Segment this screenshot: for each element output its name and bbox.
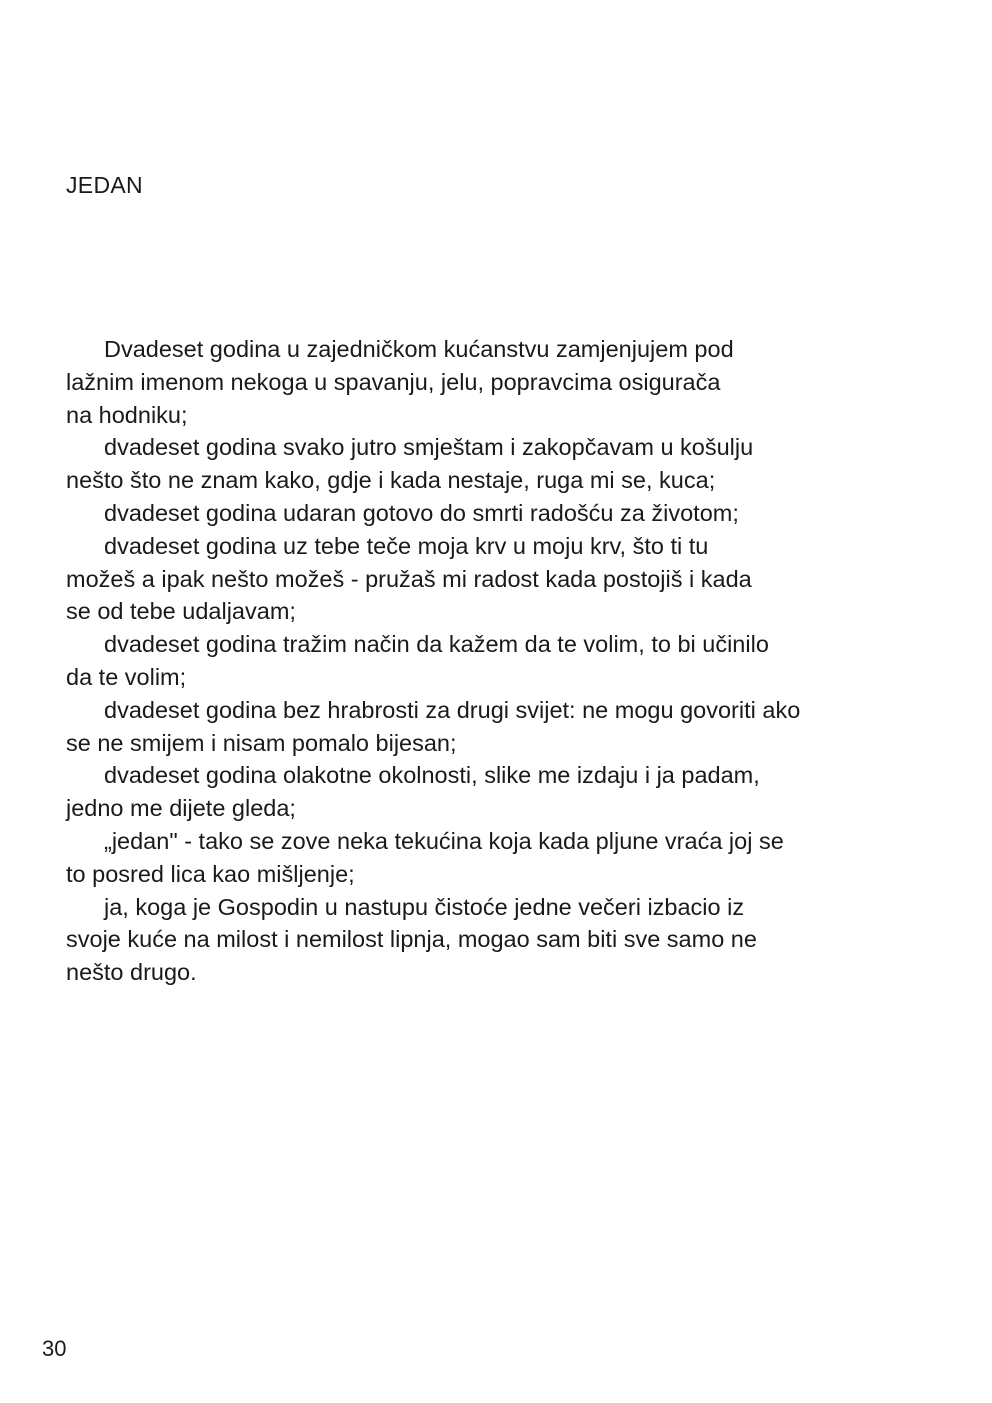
text-line: lažnim imenom nekoga u spavanju, jelu, popravcima osigurača (66, 368, 721, 395)
poem-body (66, 333, 936, 989)
text-line: nešto drugo. (66, 959, 197, 986)
text-line: to posred lica kao mišljenje; (66, 860, 355, 887)
text-line: nešto što ne znam kako, gdje i kada nestaje, ruga mi se, kuca; (66, 467, 716, 494)
text-line: dvadeset godina uz tebe teče moja krv u moju krv, što ti tu (104, 532, 709, 559)
text-line: da te volim; (66, 663, 187, 690)
text-line: se ne smijem i nisam pomalo bijesan; (66, 729, 457, 756)
page-number: 30 (42, 1336, 67, 1361)
text-line: dvadeset godina udaran gotovo do smrti radošću za životom; (104, 499, 739, 526)
page-title: JEDAN (66, 172, 143, 198)
text-line: na hodniku; (66, 401, 188, 428)
text-line: možeš a ipak nešto možeš - pružaš mi radost kada postojiš i kada (66, 565, 752, 592)
text-line: dvadeset godina svako jutro smještam i zakopčavam u košulju (104, 434, 754, 461)
text-line: Dvadeset godina u zajedničkom kućanstvu zamjenjujem pod (104, 336, 734, 362)
text-line: dvadeset godina tražim način da kažem da te volim, to bi učinilo (104, 631, 769, 658)
text-line: se od tebe udaljavam; (66, 598, 296, 625)
text-line: jedno me dijete gleda; (66, 795, 296, 822)
text-line: dvadeset godina olakotne okolnosti, slike me izdaju i ja padam, (104, 762, 760, 789)
text-line: ja, koga je Gospodin u nastupu čistoće jedne večeri izbacio iz (104, 893, 745, 920)
text-line: svoje kuće na milost i nemilost lipnja, mogao sam biti sve samo ne (66, 926, 757, 953)
text-line: „jedan" - tako se zove neka tekućina koja kada pljune vraća joj se (104, 827, 784, 854)
text-line: dvadeset godina bez hrabrosti za drugi svijet: ne mogu govoriti ako (104, 696, 801, 723)
